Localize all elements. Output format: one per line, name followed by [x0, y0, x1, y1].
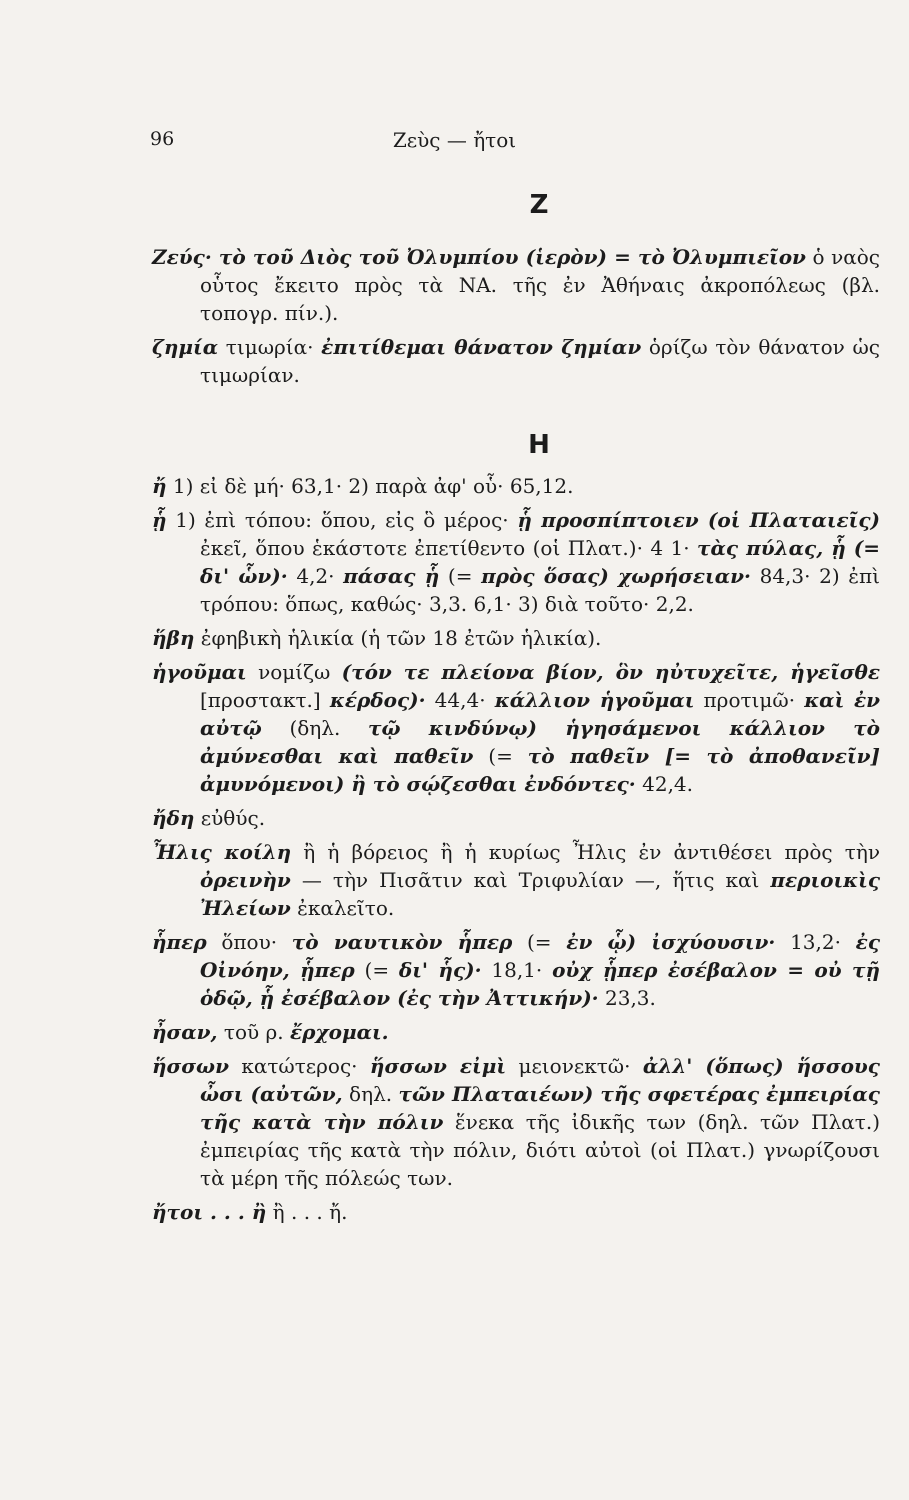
headword-phrase: ἧπερ: [152, 930, 207, 954]
gloss-text: ὅπου·: [206, 930, 292, 954]
gloss-text: (=: [439, 564, 482, 588]
gloss-text: (=: [473, 744, 528, 768]
headword-phrase: οὐχ ᾗπερ ἐσέβαλον = οὐ τῇ ὁδῷ, ᾗ ἐσέβαλον (ἐς τὴν Ἀττικήν)·: [200, 958, 881, 1010]
headword-phrase: ἐπιτίθεμαι θάνατον ζημίαν: [321, 335, 642, 359]
gloss-text: 84,3· 2) ἐπὶ τρόπου: ὅπως, καθώς· 3,3. 6,1· 3) διὰ τοῦτο· 2,2.: [200, 564, 880, 616]
headword-phrase: (τόν τε πλείονα βίον, ὃν ηὐτυχεῖτε, ἡγεῖσθε: [341, 660, 881, 684]
headword-phrase: ἔρχομαι.: [289, 1020, 389, 1044]
headword-phrase: Ζεύς· τὸ τοῦ Διὸς τοῦ Ὀλυμπίου (ἱερὸν) = τὸ Ὀλυμπιεῖον: [152, 245, 806, 269]
dictionary-entry: [152, 928, 880, 1012]
gloss-text: 18,1·: [481, 958, 553, 982]
headword-phrase: τὸ παθεῖν [= τὸ ἀποθανεῖν] ἀμυνόμενοι) ἢ τὸ σῴζεσθαι ἐνδόντες·: [200, 744, 880, 796]
headword-phrase: Ἦλις κοίλη: [152, 840, 292, 864]
headword-phrase: ἥσσων εἰμὶ: [369, 1054, 507, 1078]
headword-phrase: ἥβη: [152, 626, 195, 650]
headword-phrase: πάσας ᾗ: [343, 564, 440, 588]
gloss-text: ἕνεκα τῆς ἰδικῆς των (δηλ. τῶν Πλατ.) ἐμπειρίας τῆς κατὰ τὴν πόλιν, διότι αὐτοὶ (οἱ Πλατ.) γνωρίζουσι τὰ μέρη τῆς πόλεώς των.: [200, 1110, 880, 1190]
headword-phrase: τῶν Πλαταιέων) τῆς σφετέρας ἐμπειρίας τῆς κατὰ τὴν πόλιν: [200, 1082, 880, 1134]
gloss-text: κατώτερος·: [228, 1054, 370, 1078]
dictionary-entry: [152, 1018, 880, 1046]
dictionary-entry: [152, 506, 880, 618]
gloss-text: ὁρίζω τὸν θάνατον ὡς τιμωρίαν.: [200, 335, 880, 387]
gloss-text: 13,2·: [775, 930, 856, 954]
gloss-text: 1) ἐπὶ τόπου: ὅπου, εἰς ὃ μέρος·: [166, 508, 518, 532]
dictionary-entry: [152, 804, 880, 832]
dictionary-entry: [152, 838, 880, 922]
section-letter-zeta: Z: [529, 190, 549, 220]
entries-eta: [152, 472, 880, 1232]
dictionary-entry: [152, 472, 880, 500]
headword-phrase: ἡγοῦμαι: [152, 660, 247, 684]
headword-phrase: δι' ἧς)·: [398, 958, 482, 982]
headword-phrase: περιοικὶς Ἠλείων: [200, 868, 880, 920]
gloss-text: νομίζω: [246, 660, 342, 684]
page-header: [0, 128, 909, 158]
gloss-text: ἐκαλεῖτο.: [290, 896, 395, 920]
gloss-text: (=: [354, 958, 399, 982]
headword-phrase: τῷ κινδύνῳ) ἡγησάμενοι κάλλιον τὸ ἀμύνεσθαι καὶ παθεῖν: [200, 716, 880, 768]
gloss-text: ἐκεῖ, ὅπου ἑκάστοτε ἐπετίθεντο (οἱ Πλατ.)· 4 1·: [200, 536, 698, 560]
dictionary-entry: [152, 658, 880, 798]
gloss-text: ἐφηβικὴ ἡλικία (ἡ τῶν 18 ἐτῶν ἡλικία).: [194, 626, 602, 650]
gloss-text: (=: [512, 930, 567, 954]
gloss-text: προτιμῶ·: [694, 688, 805, 712]
gloss-text: 4,2·: [287, 564, 344, 588]
gloss-text: 23,3.: [598, 986, 656, 1010]
gloss-text: εὐθύς.: [194, 806, 266, 830]
dictionary-entry: [152, 1198, 880, 1226]
headword-phrase: ἀλλ' (ὅπως) ἥσσους ὦσι (αὐτῶν,: [200, 1054, 880, 1106]
headword-phrase: ἤ: [152, 474, 167, 498]
headword-phrase: ὀρεινὴν: [200, 868, 291, 892]
gloss-text: ἢ ἡ βόρειος ἢ ἡ κυρίως Ἦλις ἐν ἀντιθέσει πρὸς τὴν: [291, 840, 880, 864]
headword-phrase: πρὸς ὅσας) χωρήσειαν·: [481, 564, 751, 588]
gloss-text: 1) εἰ δὲ μή· 63,1· 2) παρὰ ἀφ' οὗ· 65,12.: [166, 474, 574, 498]
headword-phrase: ἐν ᾧ) ἰσχύουσιν·: [566, 930, 776, 954]
gloss-text: (δηλ.: [261, 716, 368, 740]
gloss-text: 42,4.: [635, 772, 694, 796]
dictionary-entry: [152, 624, 880, 652]
headword-phrase: κάλλιον ἡγοῦμαι: [494, 688, 695, 712]
headword-phrase: ἥσσων: [152, 1054, 229, 1078]
headword-phrase: ᾗ προσπίπτοιεν (οἱ Πλαταιεῖς): [517, 508, 880, 532]
headword-phrase: κέρδος)·: [329, 688, 426, 712]
gloss-text: μειονεκτῶ·: [506, 1054, 643, 1078]
gloss-text: τοῦ ρ.: [217, 1020, 290, 1044]
dictionary-entry: [152, 243, 880, 327]
gloss-text: — τὴν Πισᾶτιν καὶ Τριφυλίαν —, ἥτις καὶ: [290, 868, 771, 892]
gloss-text: τιμωρία·: [218, 335, 322, 359]
headword-phrase: καὶ ἐν αὐτῷ: [200, 688, 881, 740]
headword-phrase: τὰς πύλας, ᾗ (= δι' ὧν)·: [200, 536, 881, 588]
gloss-text: [προστακτ.]: [200, 688, 330, 712]
page-number: 96: [150, 128, 175, 150]
headword-phrase: ᾗ: [152, 508, 167, 532]
dictionary-entry: [152, 333, 880, 389]
headword-phrase: ἤδη: [152, 806, 195, 830]
section-letter-eta: H: [528, 430, 550, 460]
running-head: Ζεὺς — ἤτοι: [392, 128, 517, 152]
dictionary-entry: [152, 1052, 880, 1192]
headword-phrase: ἦσαν,: [152, 1020, 218, 1044]
gloss-text: ὁ ναὸς οὗτος ἔκειτο πρὸς τὰ ΝΑ. τῆς ἐν Ἀθήναις ἀκροπόλεως (βλ. τοπογρ. πίν.).: [200, 245, 880, 325]
gloss-text: 44,4·: [425, 688, 495, 712]
headword-phrase: ζημία: [152, 335, 219, 359]
headword-phrase: τὸ ναυτικὸν ἧπερ: [291, 930, 513, 954]
headword-phrase: ἤτοι . . . ἢ: [152, 1200, 267, 1224]
entries-zeta: [152, 243, 880, 395]
headword-phrase: ἐς Οἰνόην, ᾗπερ: [200, 930, 881, 982]
gloss-text: ἢ . . . ἤ.: [266, 1200, 348, 1224]
gloss-text: δηλ.: [342, 1082, 399, 1106]
